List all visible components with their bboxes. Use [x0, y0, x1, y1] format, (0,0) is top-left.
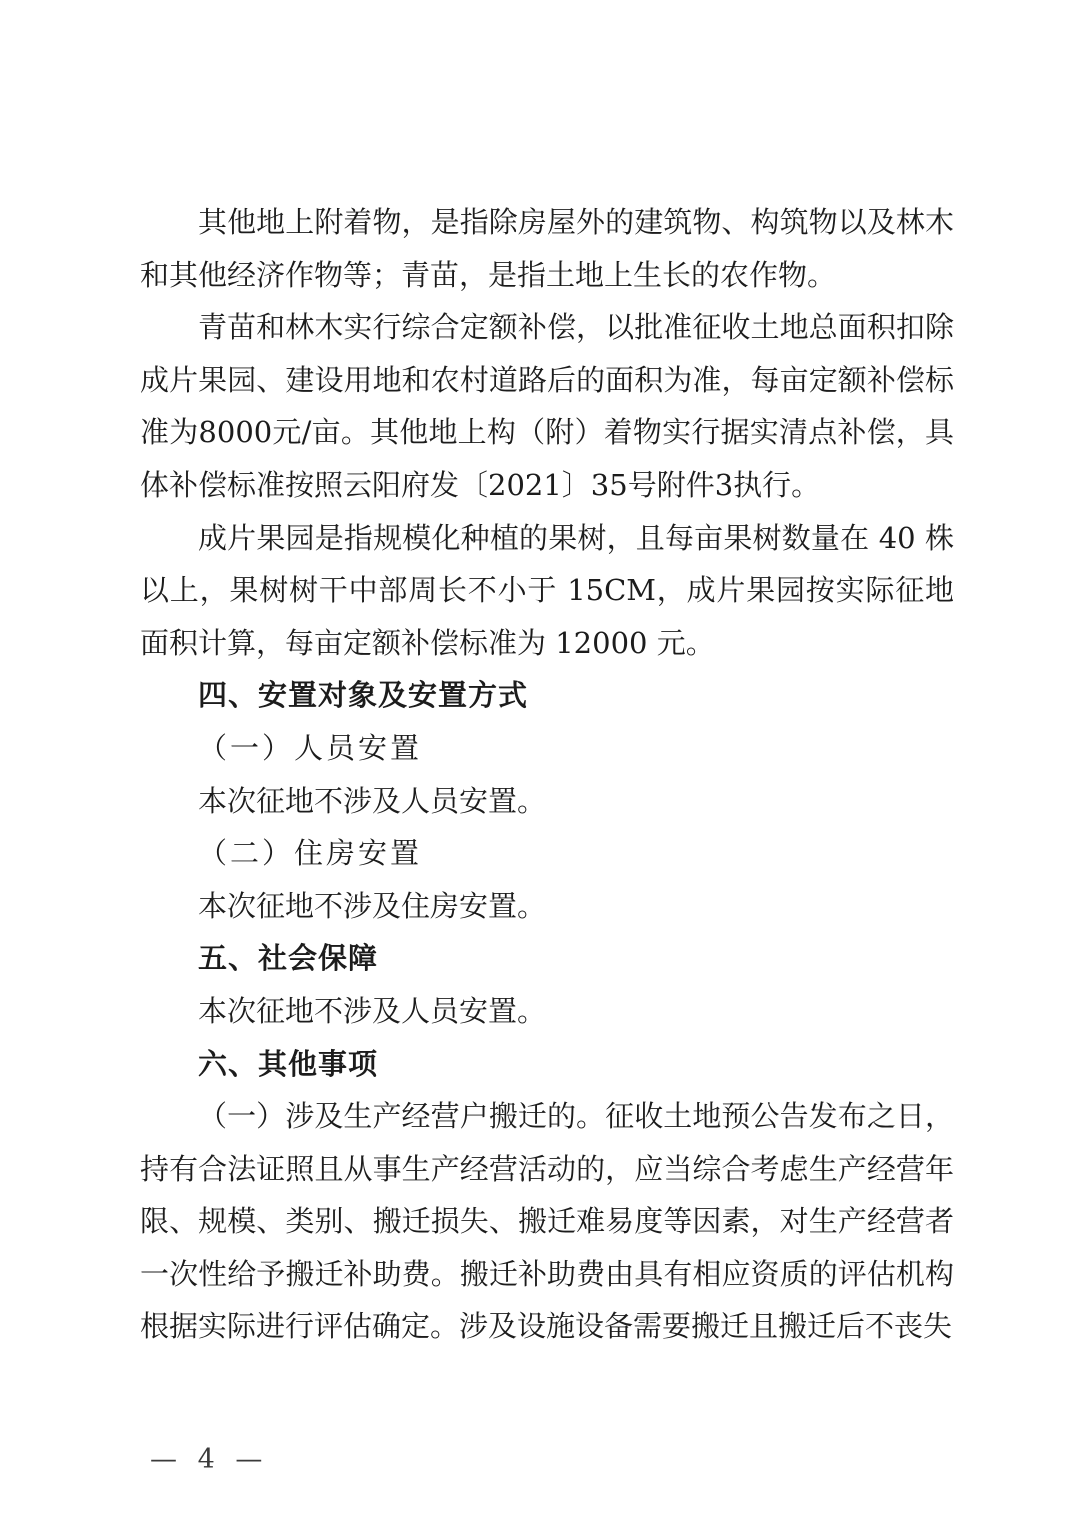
paragraph-no-personnel-resettlement: 本次征地不涉及人员安置。: [198, 783, 547, 818]
paragraph-crop-forest-compensation: 青苗和林木实行综合定额补偿，以批准征收土地总面积扣除成片果园、建设用地和农村道路后的面积为准，每亩定额补偿标准为8000元/亩。其他地上构（附）着物实行据实清点补偿，具体补偿标准按照云阳府发〔2021〕35号附件3执行。: [140, 310, 954, 502]
subsection-heading-housing: （二）住房安置: [198, 836, 423, 871]
document-body: [140, 196, 954, 1353]
section-heading-other-matters: 六、其他事项: [198, 1046, 379, 1081]
subsection-heading-personnel: （一）人员安置: [198, 730, 423, 765]
paragraph-orchard-definition: 成片果园是指规模化种植的果树，且每亩果树数量在 40 株以上，果树树干中部周长不小于 15CM，成片果园按实际征地面积计算，每亩定额补偿标准为 12000 元。: [140, 520, 954, 660]
paragraph-no-personnel-resettlement-2: 本次征地不涉及人员安置。: [198, 993, 547, 1028]
section-heading-social-security: 五、社会保障: [198, 941, 379, 976]
page-number: — 4 —: [150, 1444, 269, 1475]
paragraph-business-relocation: （一）涉及生产经营户搬迁的。征收土地预公告发布之日，持有合法证照且从事生产经营活动的，应当综合考虑生产经营年限、规模、类别、搬迁损失、搬迁难易度等因素，对生产经营者一次性给予搬迁补助费。搬迁补助费由具有相应资质的评估机构根据实际进行评估确定。涉及设施设备需要搬迁且搬迁后不丧失: [140, 1099, 954, 1344]
paragraph-no-housing-resettlement: 本次征地不涉及住房安置。: [198, 888, 547, 923]
section-heading-resettlement: 四、安置对象及安置方式: [198, 678, 529, 713]
paragraph-attachments-definition: 其他地上附着物，是指除房屋外的建筑物、构筑物以及林木和其他经济作物等；青苗，是指土地上生长的农作物。: [140, 205, 954, 292]
